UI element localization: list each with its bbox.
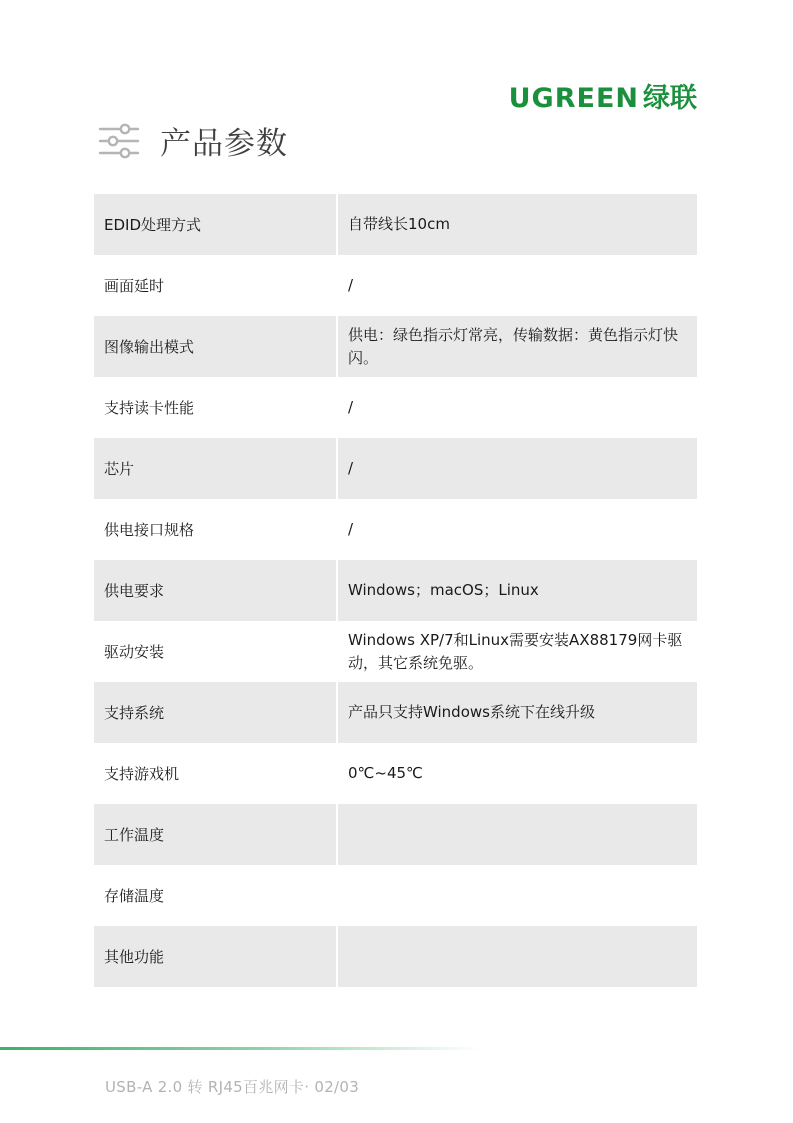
table-row: [94, 804, 697, 865]
spec-table: [94, 194, 697, 987]
spec-label: 存储温度: [104, 887, 165, 905]
spec-value: /: [336, 255, 697, 316]
spec-label: 画面延时: [104, 277, 165, 295]
spec-value: [336, 865, 697, 926]
spec-label: EDID处理方式: [104, 216, 202, 234]
spec-label: 图像输出模式: [104, 338, 195, 356]
spec-label: 支持系统: [104, 704, 165, 722]
footer-divider: [0, 1047, 480, 1050]
table-row: [94, 255, 697, 316]
table-row: [94, 316, 697, 377]
spec-label: 供电要求: [104, 582, 165, 600]
spec-value: [336, 804, 697, 865]
settings-sliders-icon: [98, 120, 140, 162]
spec-label: 供电接口规格: [104, 521, 195, 539]
brand-logo-latin: UGREEN: [508, 83, 639, 114]
spec-label: 支持游戏机: [104, 765, 180, 783]
spec-label: 工作温度: [104, 826, 165, 844]
brand-logo-chinese: 绿联: [643, 83, 697, 114]
table-row: [94, 926, 697, 987]
table-row: [94, 682, 697, 743]
spec-value: 自带线长10cm: [336, 194, 697, 255]
table-row: [94, 865, 697, 926]
brand-logo: [509, 84, 697, 114]
spec-value: 供电：绿色指示灯常亮，传输数据：黄色指示灯快闪。: [336, 316, 697, 377]
table-row: [94, 438, 697, 499]
spec-label: 驱动安装: [104, 643, 165, 661]
spec-value: 产品只支持Windows系统下在线升级: [336, 682, 697, 743]
spec-value: /: [336, 438, 697, 499]
table-row: [94, 743, 697, 804]
spec-value: /: [336, 377, 697, 438]
table-row: [94, 560, 697, 621]
spec-value: Windows XP/7和Linux需要安装AX88179网卡驱动，其它系统免驱。: [336, 621, 697, 682]
spec-label: 其他功能: [104, 948, 165, 966]
spec-value: [336, 926, 697, 987]
table-row: [94, 621, 697, 682]
table-row: [94, 499, 697, 560]
spec-label: 支持读卡性能: [104, 399, 195, 417]
footer-text: USB-A 2.0 转 RJ45百兆网卡· 02/03: [105, 1078, 360, 1096]
spec-value: /: [336, 499, 697, 560]
spec-value: 0℃~45℃: [336, 743, 697, 804]
page-title: 产品参数: [160, 126, 288, 162]
table-row: [94, 194, 697, 255]
spec-label: 芯片: [104, 460, 135, 478]
spec-value: Windows；macOS；Linux: [336, 560, 697, 621]
section-header: [98, 118, 288, 163]
table-row: [94, 377, 697, 438]
